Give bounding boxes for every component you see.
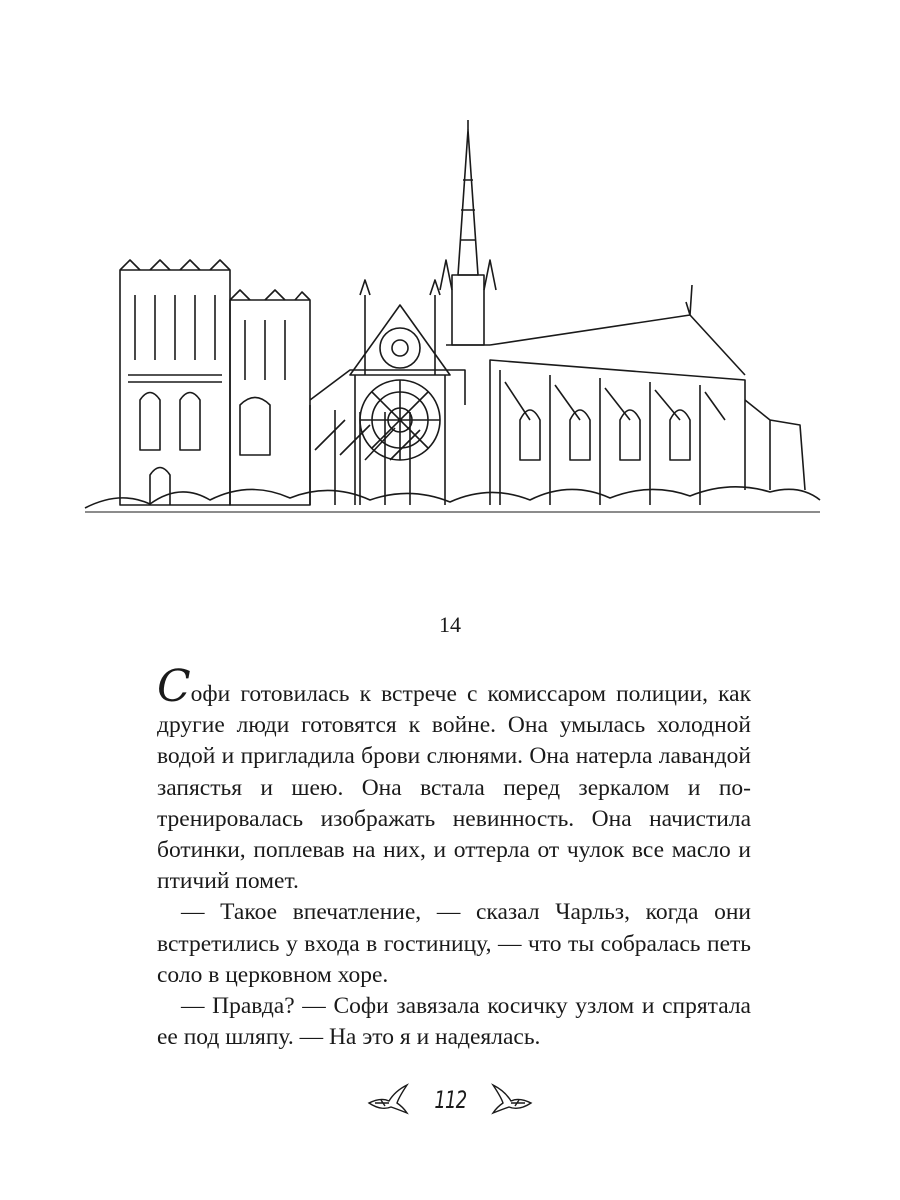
paragraph (157, 661, 751, 897)
paragraph: — Такое впечатление, — сказал Чарльз, когда они встретились у входа в гостиницу, — что ты собралась петь соло в церковном хоре. (157, 899, 751, 988)
spire (440, 120, 496, 345)
swift-bird-icon (367, 1083, 409, 1117)
swift-bird-icon (491, 1083, 533, 1117)
choir (490, 285, 805, 505)
page-number: 112 (433, 1086, 467, 1114)
paragraph: — Правда? — Софи завязала косичку узлом и спрятала ее под шляпу. — На это я и надеялась. (157, 993, 751, 1051)
page-footer (0, 1080, 900, 1120)
chapter-number: 14 (439, 612, 461, 637)
chapter-text (157, 661, 751, 1053)
drop-cap: С (157, 661, 191, 712)
cathedral-illustration (80, 120, 825, 540)
transept (350, 280, 450, 505)
west-towers (120, 260, 310, 505)
nave (310, 370, 465, 505)
paragraph-text: офи готовилась к встрече с комиссаром полиции, как другие люди готовятся к войне. Она умылась холодной водой и пригладила брови слюнями. Она натерла лавандой запястья и шею. Она встала перед зеркалом и потренировалась изображать невинность. Она начистила ботинки, поплевав на них, и оттерла от чулок все масло и птичий помет. (157, 681, 751, 895)
